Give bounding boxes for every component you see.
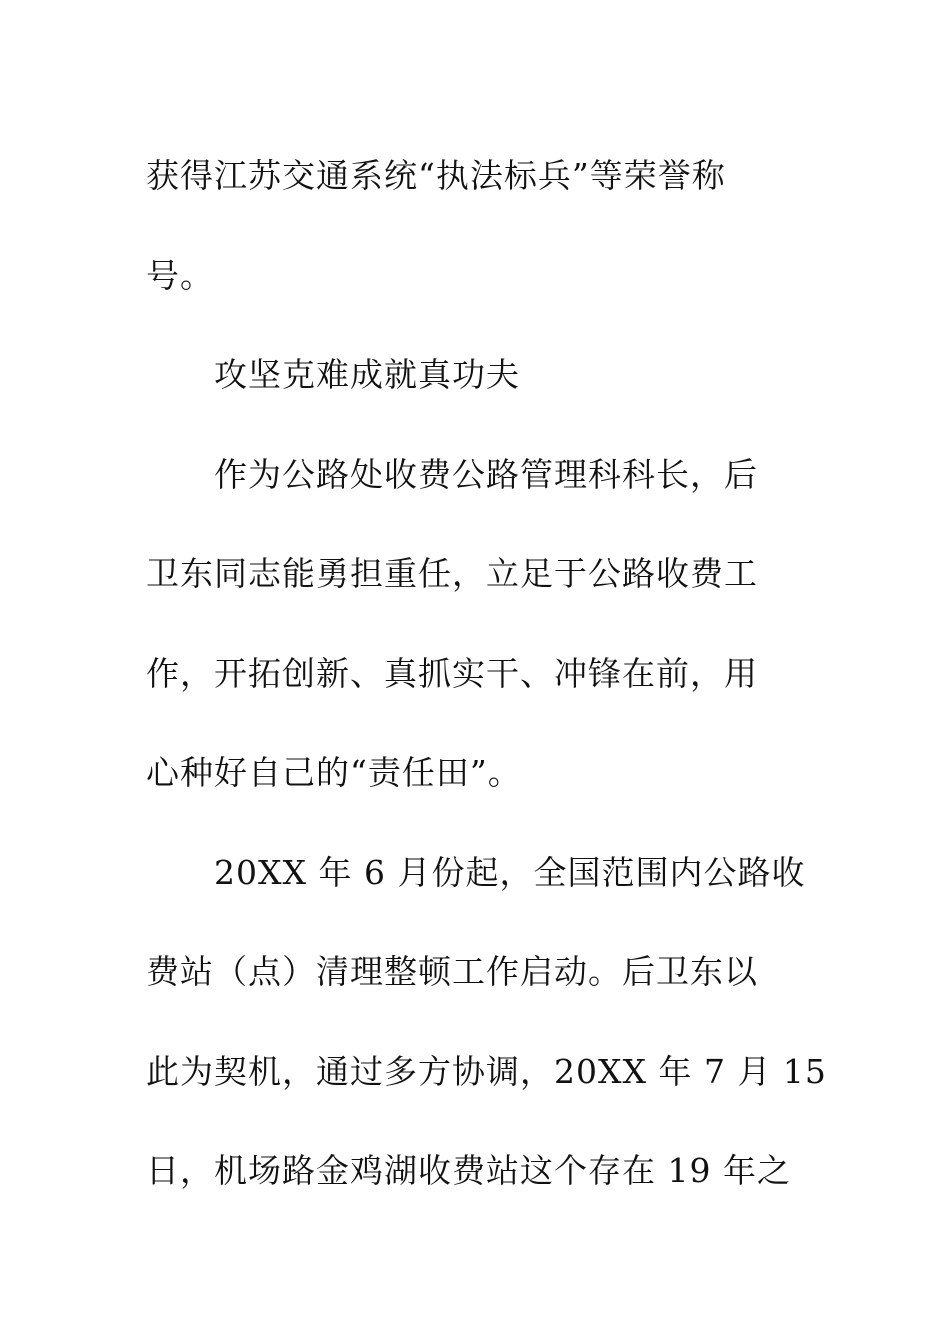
section-heading: 攻坚克难成就真功夫 [214, 355, 520, 394]
paragraph-line: 日，机场路金鸡湖收费站这个存在 19 年之 [146, 1151, 791, 1190]
paragraph-line: 此为契机，通过多方协调，20XX 年 7 月 15 [146, 1051, 827, 1091]
paragraph-line: 心种好自己的“责任田”。 [146, 753, 522, 792]
paragraph-line: 作，开拓创新、真抓实干、冲锋在前，用 [146, 653, 758, 693]
paragraph-line: 作为公路处收费公路管理科科长，后 [214, 454, 758, 494]
paragraph-line: 号。 [146, 255, 214, 295]
paragraph-line: 费站（点）清理整顿工作启动。后卫东以 [146, 952, 758, 991]
paragraph-line: 卫东同志能勇担重任，立足于公路收费工 [146, 554, 758, 593]
paragraph-line: 20XX 年 6 月份起，全国范围内公路收 [214, 852, 806, 892]
paragraph-line: 获得江苏交通系统“执法标兵”等荣誉称 [146, 156, 726, 195]
body-text [146, 126, 827, 1221]
